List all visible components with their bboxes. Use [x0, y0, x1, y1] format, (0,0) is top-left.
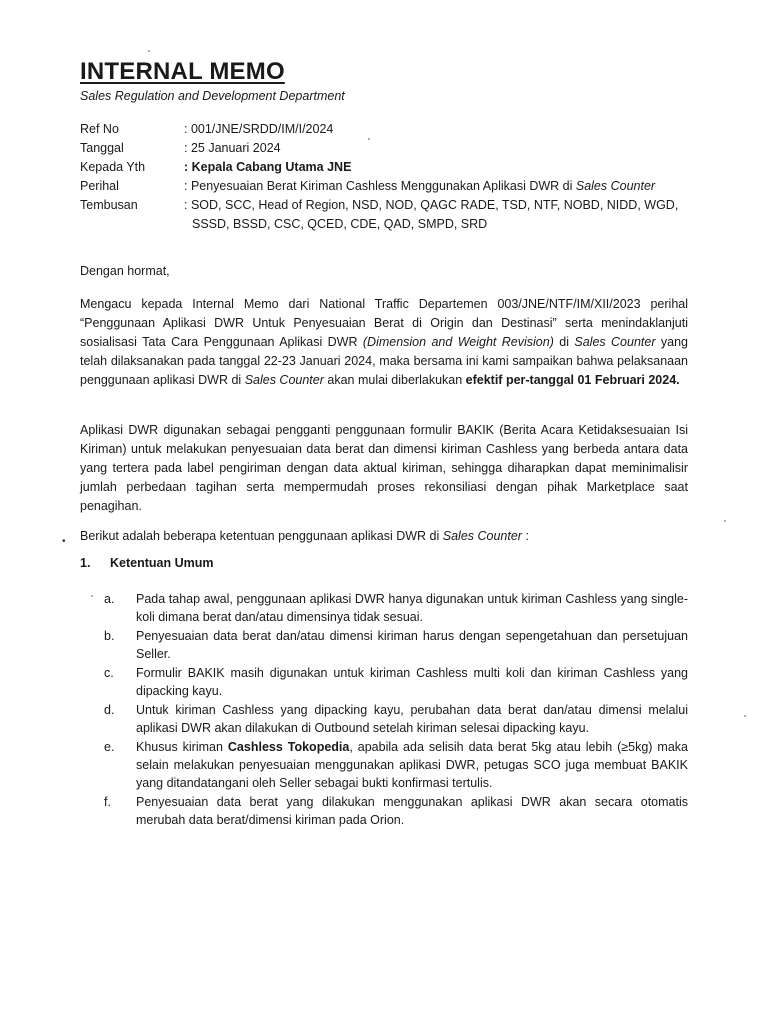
scan-speck	[724, 520, 726, 522]
cc-row	[80, 196, 700, 234]
scan-speck	[744, 715, 746, 717]
para1-sales-counter-2: Sales Counter	[244, 373, 324, 387]
cc-value	[184, 196, 700, 234]
paragraph-reference	[80, 295, 688, 390]
cc-line-1: : SOD, SCC, Head of Region, NSD, NOD, QAGC RADE, TSD, NTF, NOBD, NIDD, WGD,	[184, 198, 679, 212]
list-item-text: Untuk kiriman Cashless yang dipacking kayu, perubahan data berat dan/atau dimensi melalui aplikasi DWR akan dilakukan di Outbound setelah kiriman selesai dipacking kayu.	[136, 703, 688, 735]
list-item-marker: b.	[104, 629, 115, 643]
subject-row	[80, 177, 700, 196]
subject-sales-counter: Sales Counter	[575, 179, 656, 193]
subject-value	[184, 177, 700, 196]
list-item	[104, 793, 688, 829]
list-item	[104, 701, 688, 737]
scan-speck	[368, 138, 370, 140]
date-row	[80, 139, 700, 158]
list-item-marker: e.	[104, 740, 115, 754]
memo-title: INTERNAL MEMO	[80, 58, 285, 85]
para1-effective-date: efektif per-tanggal 01 Februari 2024.	[465, 373, 680, 387]
item-e-tokopedia: Cashless Tokopedia	[227, 740, 350, 754]
para3-sales-counter: Sales Counter	[442, 529, 522, 543]
paragraph-provisions-intro	[80, 527, 688, 546]
to-value: : Kepala Cabang Utama JNE	[184, 160, 352, 174]
item-e-part-a: Khusus kiriman	[136, 740, 228, 754]
memo-header-fields	[80, 120, 700, 234]
para1-part-a: Mengacu kepada Internal Memo dari National Traffic Departemen 003/JNE/NTF/IM/XII/2023 perihal “Penggunaan Aplikasi DWR Untuk Penyesuaian Berat di Origin dan Destinasi” serta menindaklanjuti sosialisasi Tata Cara Penggunaan Aplikasi DWR	[80, 297, 688, 349]
para1-dwr-term: (Dimension and Weight Revision)	[362, 335, 554, 349]
item-e-part-c: , apabila ada selisih data berat 5kg atau lebih (≥5kg) maka selain melakukan penyesuaian menggunakan aplikasi DWR, petugas SCO juga membuat BAKIK yang ditandatangani oleh Seller sebagai bukti konfirmasi tertulis.	[136, 740, 688, 790]
list-item-text: Pada tahap awal, penggunaan aplikasi DWR hanya digunakan untuk kiriman Cashless yang single-koli dimana berat dan/atau dimensinya tidak sesuai.	[136, 592, 688, 624]
list-item-text: Formulir BAKIK masih digunakan untuk kiriman Cashless multi koli dan kiriman Cashless yang dipacking kayu.	[136, 666, 688, 698]
subject-text: : Penyesuaian Berat Kiriman Cashless Menggunakan Aplikasi DWR di	[184, 179, 576, 193]
provisions-list	[104, 590, 688, 830]
list-item-marker: a.	[104, 592, 115, 606]
ref-value: : 001/JNE/SRDD/IM/I/2024	[184, 122, 334, 136]
list-item	[104, 664, 688, 700]
section-title: Ketentuan Umum	[110, 556, 214, 570]
para1-sales-counter: Sales Counter	[574, 335, 656, 349]
list-item	[104, 627, 688, 663]
list-item-text: Penyesuaian data berat yang dilakukan menggunakan aplikasi DWR akan secara otomatis merubah data berat/dimensi kiriman pada Orion.	[136, 795, 688, 827]
list-item	[104, 590, 688, 626]
list-item	[104, 738, 688, 792]
cc-line-2: SSSD, BSSD, CSC, QCED, CDE, QAD, SMPD, SRD	[192, 217, 488, 231]
section-heading	[80, 556, 213, 570]
ref-row	[80, 120, 700, 139]
cc-label: Tembusan	[80, 198, 138, 212]
list-item-text: Penyesuaian data berat dan/atau dimensi kiriman harus dengan sepengetahuan dan persetujuan Seller.	[136, 629, 688, 661]
para3-part-c: :	[521, 529, 529, 543]
list-item-text	[136, 738, 688, 792]
paragraph-dwr-purpose: Aplikasi DWR digunakan sebagai pengganti penggunaan formulir BAKIK (Berita Acara Ketidaksesuaian Isi Kiriman) untuk melakukan penyesuaian data berat dan dimensi kiriman Cashless yang berbeda antara data yang tertera pada label pengiriman dengan data aktual kiriman, sehingga diharapkan dapat meminimalisir jumlah perbedaan tagihan serta mempermudah proses rekonsiliasi dengan pihak Marketplace saat penagihan.	[80, 423, 688, 513]
date-value: : 25 Januari 2024	[184, 141, 281, 155]
to-row	[80, 158, 700, 177]
para1-part-g: akan mulai diberlakukan	[323, 373, 466, 387]
ref-label: Ref No	[80, 122, 119, 136]
to-label: Kepada Yth	[80, 160, 146, 174]
list-item-marker: c.	[104, 666, 114, 680]
para1-part-c: di	[553, 335, 575, 349]
list-item-marker: d.	[104, 703, 115, 717]
date-label: Tanggal	[80, 141, 124, 155]
section-number: 1.	[80, 556, 91, 570]
greeting: Dengan hormat,	[80, 264, 170, 278]
para1-part-e: yang telah dilaksanakan pada tanggal 22-23 Januari 2024, maka bersama ini kami sampaikan bahwa pelaksanaan penggunaan aplikasi DWR di	[80, 335, 688, 387]
department-name: Sales Regulation and Development Department	[80, 89, 345, 103]
bullet-dot: •	[62, 536, 66, 547]
scan-speck	[91, 595, 93, 597]
scan-speck	[148, 50, 150, 52]
subject-label: Perihal	[80, 179, 119, 193]
list-item-marker: f.	[104, 795, 111, 809]
para3-part-a: Berikut adalah beberapa ketentuan penggunaan aplikasi DWR di	[80, 529, 443, 543]
